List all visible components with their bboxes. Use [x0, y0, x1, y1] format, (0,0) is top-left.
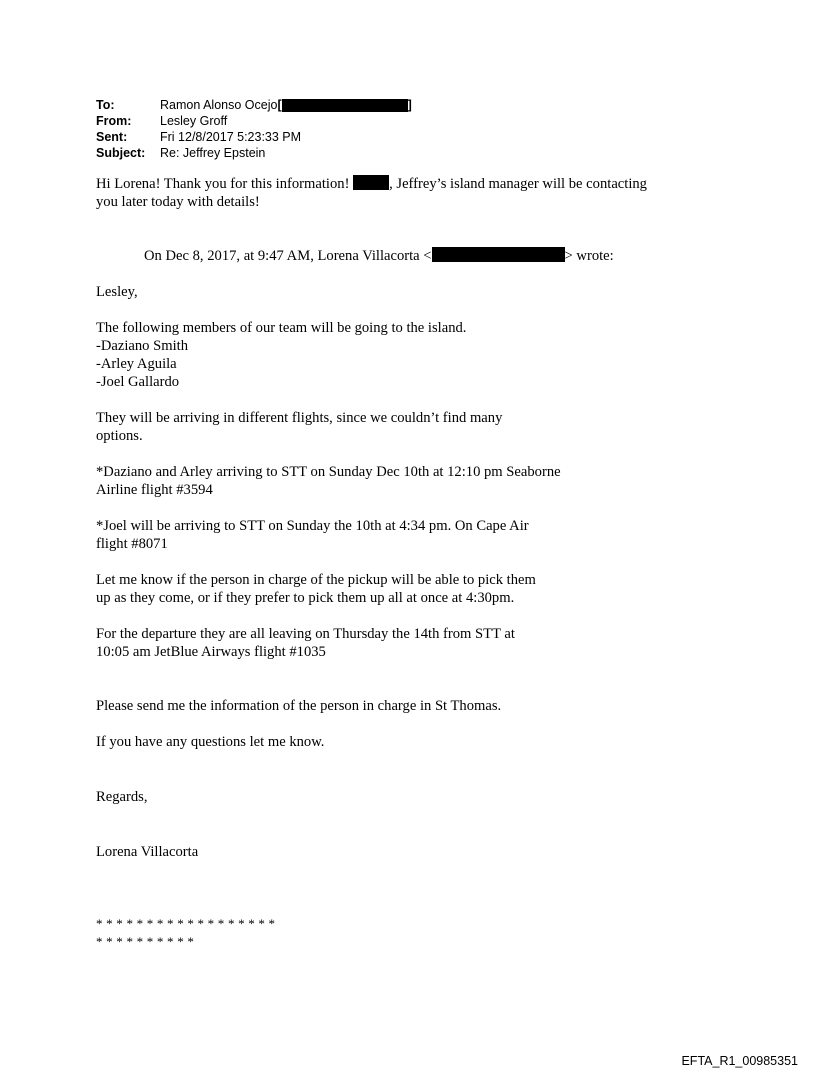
to-label: To:	[96, 98, 115, 112]
subject-label: Subject:	[96, 146, 146, 160]
redaction-sender-email	[432, 247, 565, 262]
from-value: Lesley Groff	[160, 114, 228, 128]
sent-label: Sent:	[96, 130, 128, 144]
pickup-line: up as they come, or if they prefer to pick them up all at once at 4:30pm.	[96, 590, 515, 606]
team-member: -Daziano Smith	[96, 338, 189, 354]
flights-note-line: They will be arriving in different flights, since we couldn’t find many	[96, 410, 503, 426]
signature: Lorena Villacorta	[96, 844, 199, 860]
team-intro: The following members of our team will be going to the island.	[96, 320, 467, 336]
flight1-line: *Daziano and Arley arriving to STT on Sunday Dec 10th at 12:10 pm Seaborne	[96, 464, 561, 480]
quote-intro: On Dec 8, 2017, at 9:47 AM, Lorena Villacorta < > wrote:	[144, 248, 614, 264]
pickup-line: Let me know if the person in charge of the pickup will be able to pick them	[96, 572, 536, 588]
email-body	[96, 175, 736, 951]
to-bracket-open: [	[277, 98, 282, 112]
send-info: Please send me the information of the person in charge in St Thomas.	[96, 698, 502, 714]
email-header	[96, 97, 412, 161]
from-row	[96, 113, 412, 129]
stars-line-1: * * * * * * * * * * * * * * * * * *	[96, 916, 276, 931]
to-row	[96, 97, 412, 113]
questions-line: If you have any questions let me know.	[96, 734, 325, 750]
to-value: Ramon Alonso Ocejo	[160, 98, 278, 112]
to-bracket-close: ]	[407, 98, 412, 112]
flight1-line: Airline flight #3594	[96, 482, 213, 498]
redaction-manager-name	[353, 175, 389, 190]
subject-value: Re: Jeffrey Epstein	[160, 146, 266, 160]
redaction-to-email	[282, 99, 408, 112]
departure-line: 10:05 am JetBlue Airways flight #1035	[96, 644, 326, 660]
subject-row	[96, 145, 412, 161]
flight2-line: *Joel will be arriving to STT on Sunday the 10th at 4:34 pm. On Cape Air	[96, 518, 529, 534]
reply-line-2: you later today with details!	[96, 194, 260, 210]
flight2-line: flight #8071	[96, 536, 168, 552]
flights-note-line: options.	[96, 428, 143, 444]
regards: Regards,	[96, 789, 148, 805]
from-label: From:	[96, 114, 132, 128]
departure-line: For the departure they are all leaving on Thursday the 14th from STT at	[96, 626, 515, 642]
greeting: Lesley,	[96, 284, 138, 300]
sent-value: Fri 12/8/2017 5:23:33 PM	[160, 130, 302, 144]
sent-row	[96, 129, 412, 145]
team-member: -Joel Gallardo	[96, 374, 180, 390]
reply-line-1: Hi Lorena! Thank you for this information! , Jeffrey’s island manager will be contacting	[96, 176, 647, 192]
document-id: EFTA_R1_00985351	[681, 1054, 798, 1068]
team-member: -Arley Aguila	[96, 356, 177, 372]
stars-line-2: * * * * * * * * * *	[96, 934, 195, 949]
